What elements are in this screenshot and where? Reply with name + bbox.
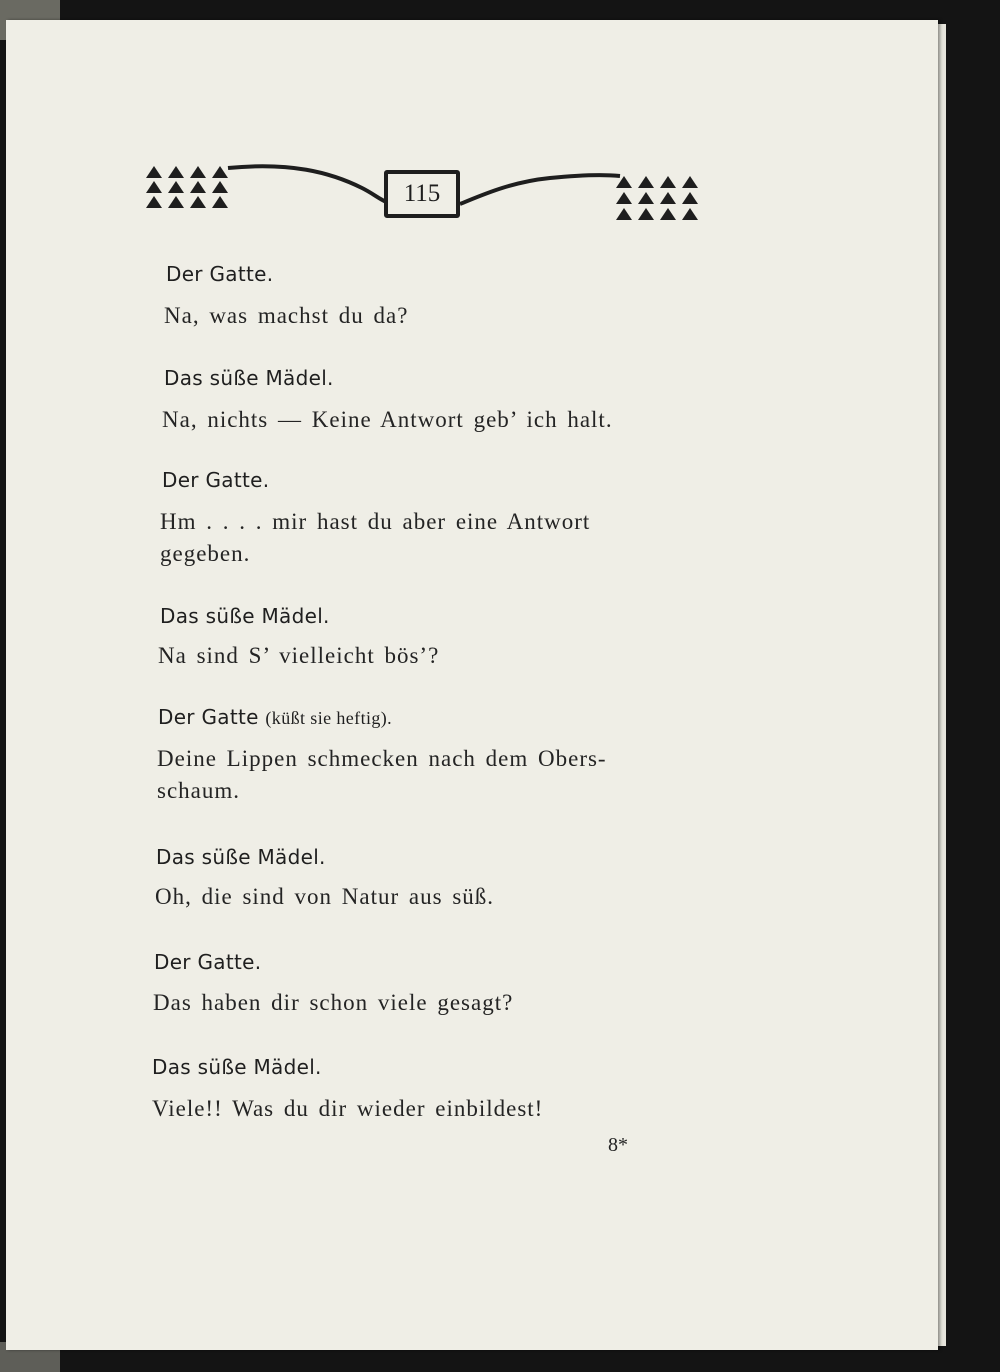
speaker-name: [164, 366, 334, 390]
speaker-label: Der Gatte.: [166, 262, 274, 286]
dialogue-line: gegeben.: [160, 541, 251, 566]
dialogue-line: Na, nichts — Keine Antwort geb’ ich halt.: [162, 407, 613, 432]
speaker-name: [158, 705, 392, 729]
speaker-name: [162, 468, 269, 492]
dialogue-line: Deine Lippen schmecken nach dem Obers-: [157, 746, 607, 771]
speaker-name: [152, 1055, 322, 1079]
dialogue-line: Viele!! Was du dir wieder einbildest!: [152, 1096, 544, 1121]
speaker-label: Das süße Mädel.: [156, 845, 326, 869]
stage-direction: (küßt sie heftig).: [265, 708, 393, 728]
speaker-label: Das süße Mädel.: [160, 604, 330, 628]
speaker-name: [154, 950, 261, 974]
dialogue-line: Na, was machst du da?: [164, 303, 409, 328]
page-number: 115: [384, 170, 460, 218]
speaker-label: Das süße Mädel.: [164, 366, 334, 390]
dialogue-line: Oh, die sind von Natur aus süß.: [155, 884, 495, 909]
dialogue-line: Na sind S’ vielleicht bös’?: [158, 643, 440, 668]
dialogue-line: schaum.: [157, 778, 241, 803]
speaker-label: Der Gatte.: [162, 468, 270, 492]
speaker-name: [160, 604, 330, 628]
dialogue-line: Das haben dir schon viele gesagt?: [153, 990, 514, 1015]
speaker-label: Das süße Mädel.: [152, 1055, 322, 1079]
speaker-label: Der Gatte.: [154, 950, 262, 974]
speaker-label: Der Gatte: [158, 705, 259, 729]
signature-mark: 8*: [608, 1134, 628, 1156]
speaker-name: [156, 845, 326, 869]
dialogue-line: Hm . . . . mir hast du aber eine Antwort: [160, 509, 591, 534]
speaker-name: [166, 262, 273, 286]
